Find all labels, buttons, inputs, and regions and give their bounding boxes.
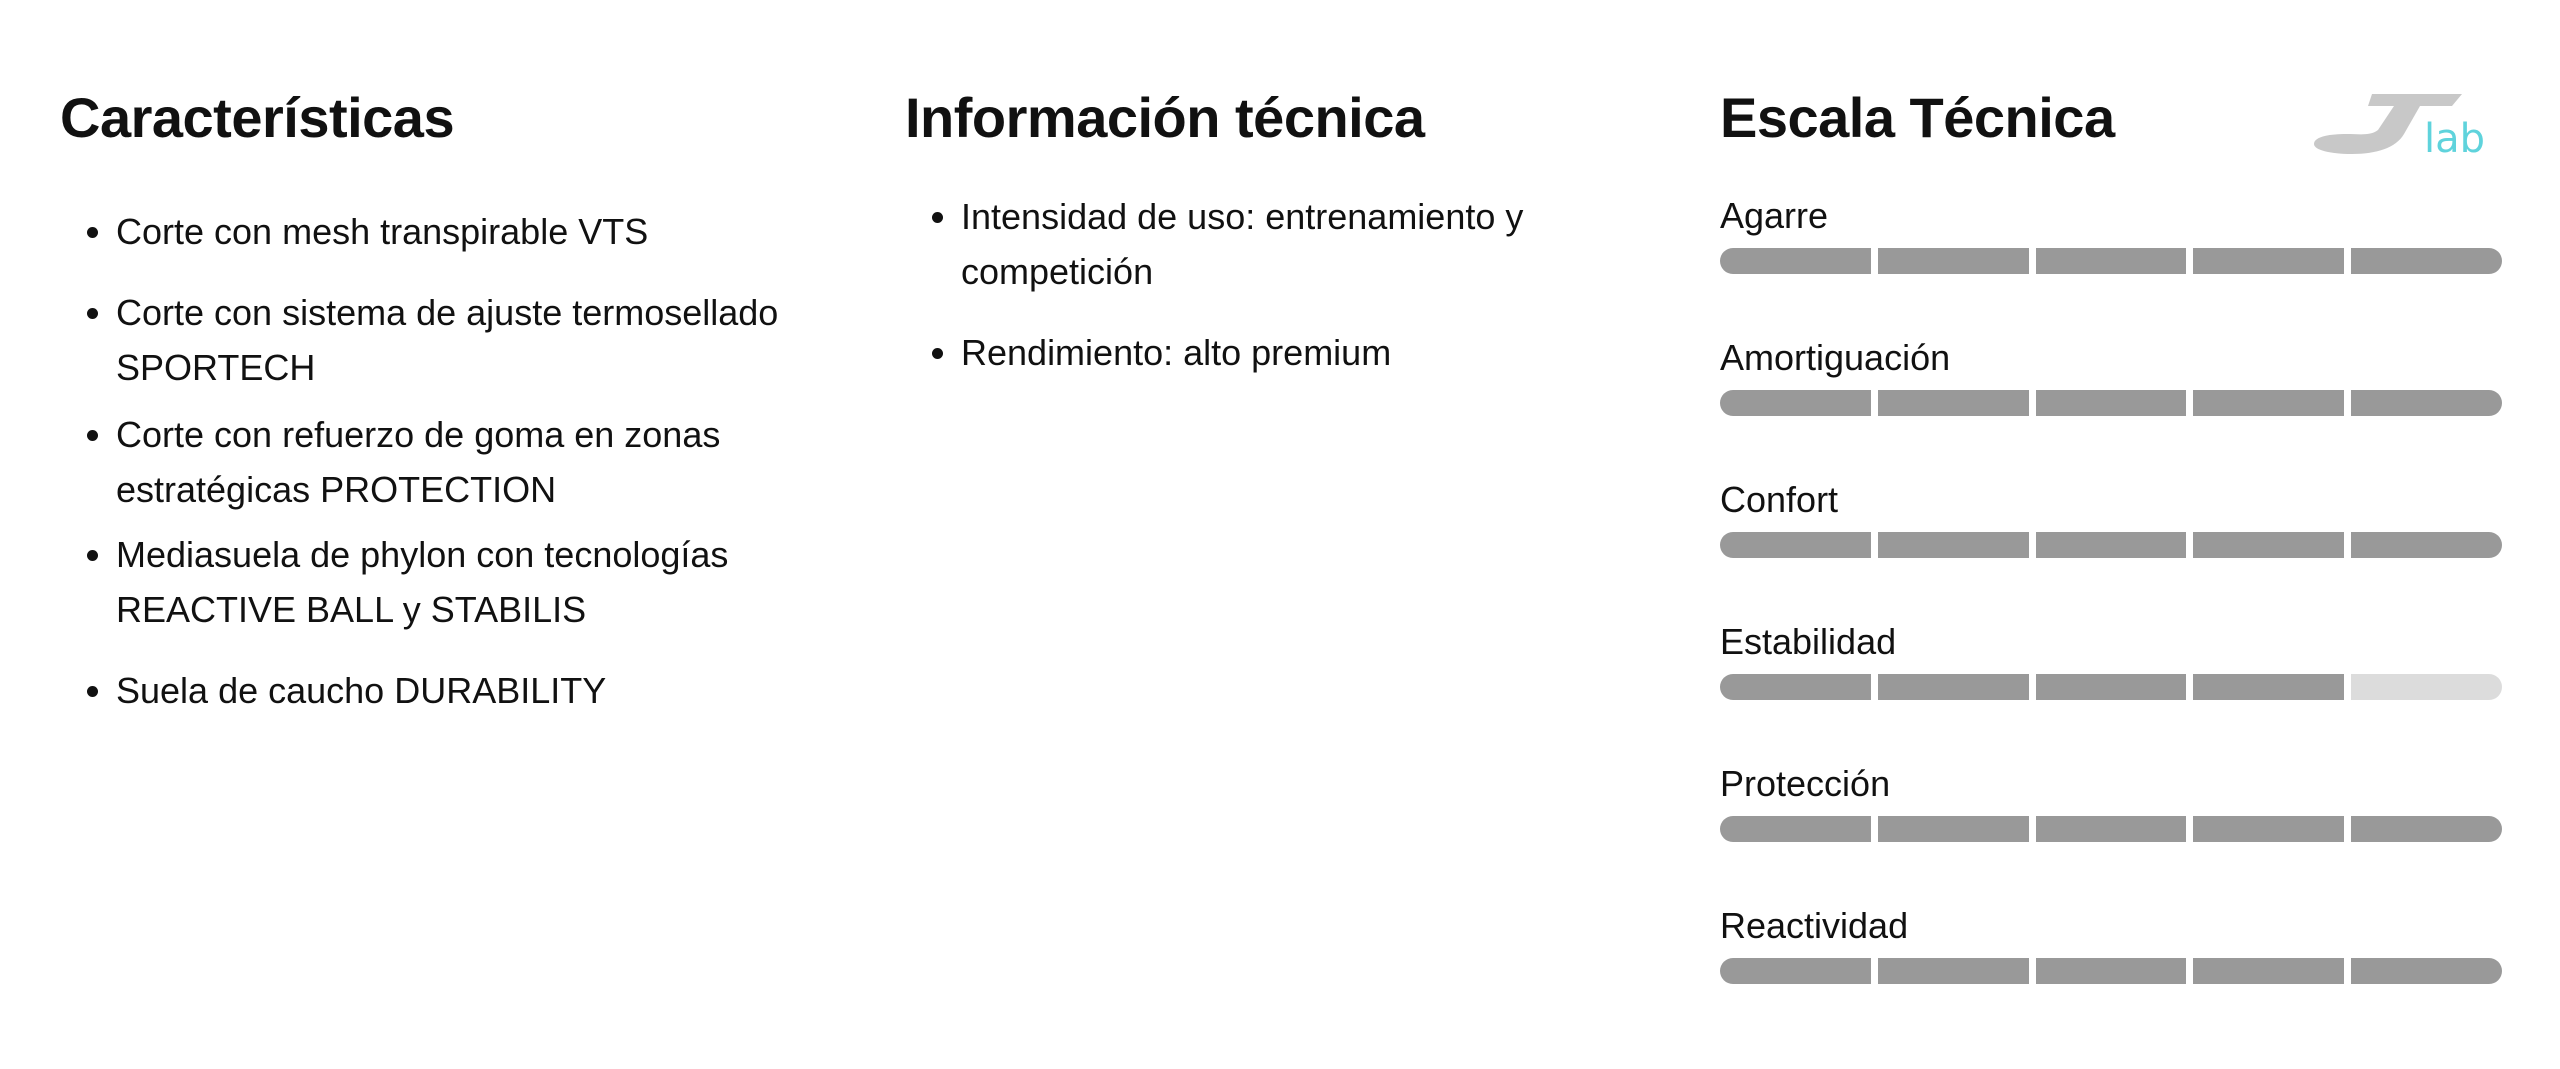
- rating-segment-filled: [2036, 532, 2187, 558]
- characteristics-title: Características: [60, 86, 455, 149]
- rating-segment-filled: [1720, 674, 1871, 700]
- rating-segment-filled: [2036, 390, 2187, 416]
- rating-bar: [1720, 816, 2502, 842]
- rating-confort: [1720, 478, 2502, 620]
- logo-text: lab: [2424, 116, 2486, 156]
- rating-label: Estabilidad: [1720, 621, 1897, 662]
- list-item: • Corte con mesh transpirable VTS: [116, 204, 896, 259]
- technical-scale-section: [1720, 84, 2502, 946]
- characteristics-list: [60, 204, 896, 718]
- rating-label: Reactividad: [1720, 905, 1909, 946]
- rating-label: Confort: [1720, 479, 1839, 520]
- rating-segment-filled: [1720, 390, 1871, 416]
- list-item: • Corte con sistema de ajuste termosellado SPORTECH: [116, 285, 896, 395]
- rating-segment-filled: [2036, 958, 2187, 984]
- technical-scale-header: [1720, 84, 2502, 156]
- rating-bar: [1720, 248, 2502, 274]
- rating-bar: [1720, 532, 2502, 558]
- list-item: • Corte con refuerzo de goma en zonas estratégicas PROTECTION: [116, 407, 896, 517]
- rating-segment-filled: [1720, 532, 1871, 558]
- technical-info-list: [905, 189, 1661, 380]
- rating-segment-filled: [2193, 248, 2344, 274]
- rating-segment-filled: [2193, 674, 2344, 700]
- list-item: • Rendimiento: alto premium: [961, 325, 1661, 380]
- rating-segment-filled: [2036, 674, 2187, 700]
- rating-segment-filled: [1878, 248, 2029, 274]
- rating-estabilidad: [1720, 620, 2502, 762]
- rating-segment-filled: [1878, 532, 2029, 558]
- rating-segment-filled: [1720, 248, 1871, 274]
- rating-reactividad: [1720, 904, 2502, 1046]
- rating-label: Agarre: [1720, 195, 1829, 236]
- rating-segment-filled: [1720, 816, 1871, 842]
- technical-info-section: [905, 84, 1605, 373]
- rating-segment-filled: [1878, 958, 2029, 984]
- rating-segment-filled: [1878, 674, 2029, 700]
- rating-segment-filled: [2351, 248, 2502, 274]
- rating-bar: [1720, 674, 2502, 700]
- rating-segment-filled: [2193, 532, 2344, 558]
- rating-bar: [1720, 958, 2502, 984]
- rating-proteccion: [1720, 762, 2502, 904]
- rating-segment-filled: [1878, 390, 2029, 416]
- list-item: • Intensidad de uso: entrenamiento y competición: [961, 189, 1661, 299]
- characteristics-section: [60, 84, 840, 711]
- rating-segment-filled: [2036, 248, 2187, 274]
- rating-bar: [1720, 390, 2502, 416]
- rating-agarre: [1720, 194, 2502, 336]
- jlab-logo: [2312, 90, 2502, 156]
- technical-scale-title: Escala Técnica: [1720, 86, 2115, 149]
- rating-segment-filled: [2193, 958, 2344, 984]
- ratings-list: [1720, 194, 2502, 1046]
- rating-segment-filled: [1720, 958, 1871, 984]
- rating-segment-filled: [1878, 816, 2029, 842]
- rating-segment-filled: [2193, 816, 2344, 842]
- rating-segment-filled: [2193, 390, 2344, 416]
- rating-segment-filled: [2351, 958, 2502, 984]
- rating-segment-filled: [2351, 390, 2502, 416]
- technical-info-title: Información técnica: [905, 86, 1425, 149]
- rating-segment-empty: [2351, 674, 2502, 700]
- rating-label: Protección: [1720, 763, 1891, 804]
- rating-segment-filled: [2351, 532, 2502, 558]
- list-item: • Suela de caucho DURABILITY: [116, 663, 896, 718]
- rating-segment-filled: [2036, 816, 2187, 842]
- list-item: • Mediasuela de phylon con tecnologías REACTIVE BALL y STABILIS: [116, 527, 896, 637]
- rating-label: Amortiguación: [1720, 337, 1951, 378]
- rating-segment-filled: [2351, 816, 2502, 842]
- rating-amortiguacion: [1720, 336, 2502, 478]
